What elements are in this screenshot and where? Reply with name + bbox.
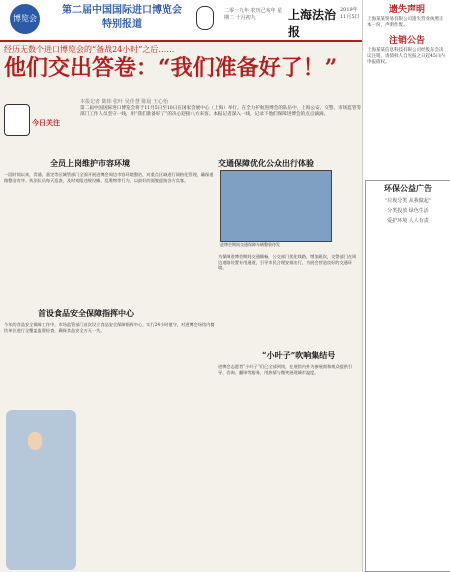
column1-title: 全员上岗维护市容环境 — [50, 158, 130, 168]
column2-text: 今年的食品安全保障工作中，市场监管部门首次设立食品安全保障指挥中心，实行24小时值守，对进博会场馆内餐饮单位进行全覆盖监督检查，确保食品安全万无一失。 — [4, 322, 215, 333]
today-tag: 今日关注 — [32, 118, 60, 127]
column4-text: 进博会志愿者“小叶子”们已全部到岗，在展馆内外为参展商和观众提供引导、咨询、翻译等服务，用热情与微笑展现城市温度。 — [218, 364, 353, 375]
cancel-notice-title: 注销公告 — [388, 36, 425, 46]
handwriting-line3: 爱护环境 人人有责 — [387, 218, 429, 224]
panda-logo-icon — [4, 104, 30, 136]
expo-title-line2: 特别报道 — [102, 19, 142, 30]
column4-title: “小叶子”吹响集结号 — [262, 350, 336, 360]
column3-text: 为保障进博会期间交通顺畅，公交部门优化线路，增加班次，交警部门在周边道路设置专用通道，引导市民合理安排出行，为展会营造良好的交通环境。 — [218, 254, 357, 271]
column1-text: 一段时间以来，青浦、嘉定等区城管部门全面开展进博会周边市容环境整治，对重点区域进行网格化管理，确保道路整洁有序。执法队员每天巡查，及时劝阻违规设摊、乱堆物等行为，以最好的面貌迎接各方宾客。 — [4, 172, 214, 183]
handwriting-line2: 分类投放 绿色生活 — [387, 208, 429, 214]
environment-ad-title: 环保公益广告 — [384, 183, 432, 193]
lost-notice-text: 上海某某贸易有限公司遗失营业执照正本一份，声明作废。 — [367, 17, 444, 28]
handwriting-line1: “垃圾分类 从我做起” — [384, 198, 432, 204]
date-block: 二零一九年 农历己亥年 星期二 十月初九 — [224, 8, 283, 21]
newspaper-name: 上海法治报 — [288, 8, 337, 39]
byline: 本报记者 陈炜 张叶 吴佳慧 陈晨 王心怡 — [80, 99, 168, 105]
right-sidebar — [362, 0, 450, 572]
traffic-photo — [220, 170, 332, 242]
lost-notice-title: 遗失声明 — [388, 5, 425, 15]
cancel-notice-text: 上海某某信息科技有限公司经股东会决议注销，请债权人自见报之日起45日内申报债权。 — [367, 48, 445, 65]
expo-title-line1: 第二届中国国际进口博览会 — [62, 5, 182, 16]
environment-ad-box — [365, 180, 450, 572]
main-headline: 他们交出答卷：“我们准备好了！” — [4, 55, 338, 81]
lead-paragraph: 第二届中国国际进口博览会将于11月5日至10日在国家会展中心（上海）举行。在全力护航进博会的队伍中，上海公安、交警、市场监管等部门工作人员坚守一线，用“我们准备好了”的决心迎接八方来客。本报记者深入一线，记录下他们保障进博会的点点滴滴。 — [80, 106, 362, 117]
headline-kicker: 经历无数个进口博览会的“备战24小时”之后…… — [4, 45, 175, 54]
column2-title: 首设食品安全保障指挥中心 — [38, 308, 134, 318]
expo-logo: 博览会 — [10, 4, 40, 34]
column3-title: 交通保障优化公众出行体验 — [218, 158, 314, 168]
issue-date: 2019年11月5日 — [340, 7, 360, 20]
masthead — [0, 0, 362, 42]
police-face — [28, 432, 42, 450]
photo-caption: 进博会期间交通保障车辆整装待发 — [220, 242, 280, 247]
expo-title — [62, 4, 182, 32]
police-officer-image — [6, 410, 76, 570]
panda-mascot-icon — [196, 6, 214, 30]
